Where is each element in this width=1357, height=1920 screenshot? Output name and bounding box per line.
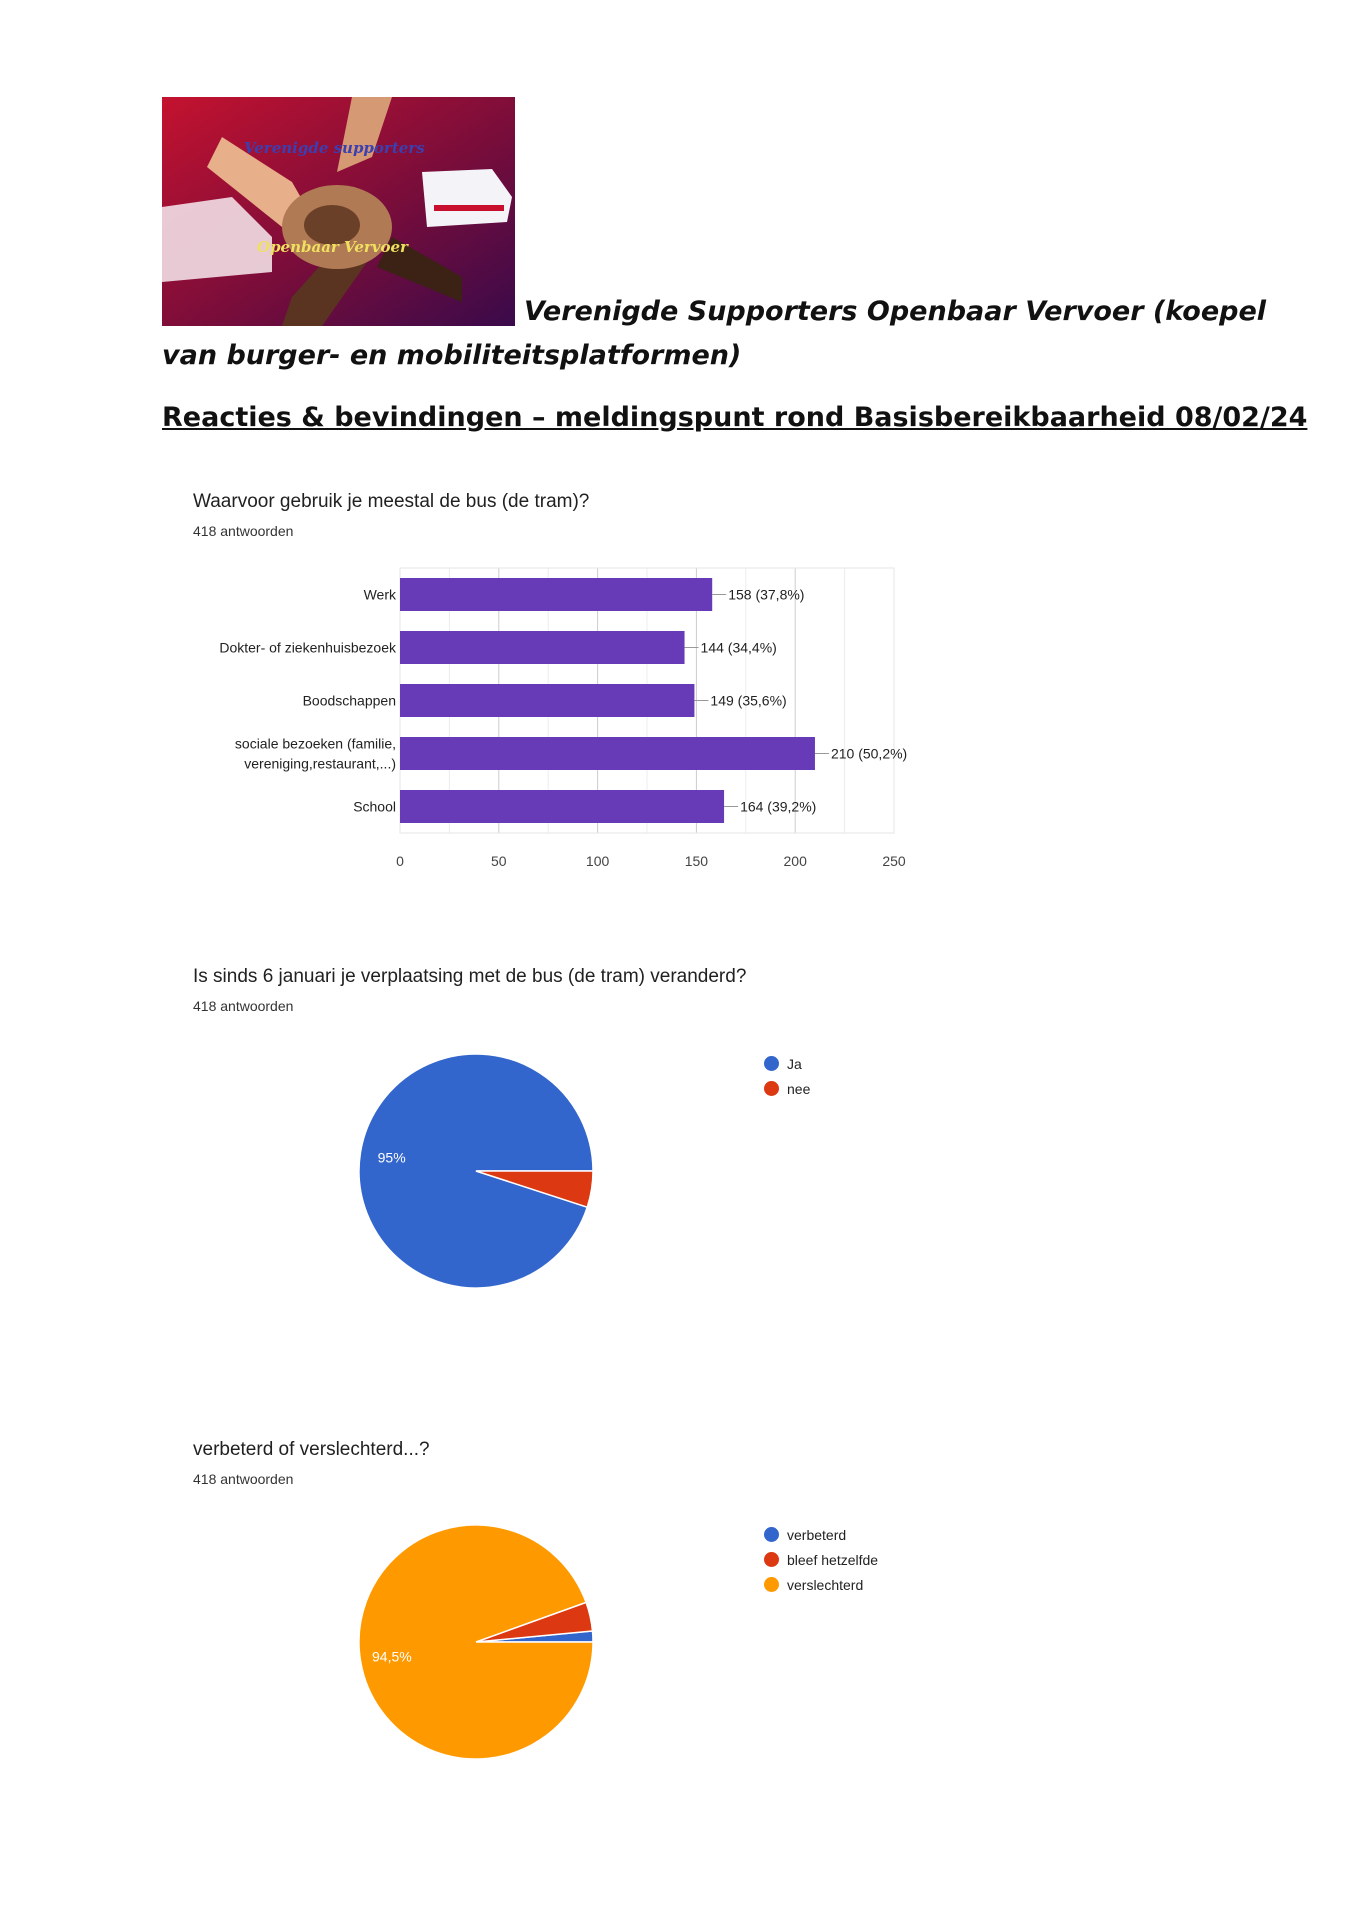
org-name-line2: van burger- en mobiliteitsplatformen): [162, 340, 742, 371]
logo: [162, 97, 515, 326]
chart3-subtitle: 418 antwoorden: [193, 1471, 294, 1487]
chart1-title: Waarvoor gebruik je meestal de bus (de tram)?: [193, 491, 590, 512]
x-tick-label: 50: [491, 853, 507, 869]
report-title: Reacties & bevindingen – meldingspunt rond Basisbereikbaarheid 08/02/24: [162, 402, 1308, 433]
legend-item: [764, 1076, 810, 1101]
bar: [400, 790, 724, 823]
bar-category-label: Werk: [363, 586, 396, 603]
bar-category-label: vereniging,restaurant,...): [244, 755, 396, 772]
x-tick-label: 250: [882, 853, 906, 869]
x-tick-label: 100: [585, 853, 610, 869]
legend-item: [764, 1572, 878, 1597]
legend-dot-icon: [764, 1056, 779, 1071]
legend-dot-icon: [764, 1527, 779, 1542]
x-tick-label: 150: [684, 853, 709, 869]
chart2-subtitle: 418 antwoorden: [193, 998, 294, 1014]
pie-slice: [359, 1525, 593, 1759]
bar: [400, 631, 685, 664]
legend-label: bleef hetzelfde: [787, 1551, 879, 1568]
chart3-title: verbeterd of verslechterd...?: [193, 1439, 430, 1460]
bar: [400, 737, 815, 770]
bar-category-label: School: [353, 798, 396, 815]
chart2-title: Is sinds 6 januari je verplaatsing met de bus (de tram) veranderd?: [193, 966, 747, 987]
pie-slice-label: 95%: [377, 1149, 406, 1166]
legend-label: verslechterd: [787, 1576, 864, 1593]
bar: [400, 578, 712, 611]
chart1-subtitle: 418 antwoorden: [193, 523, 294, 539]
legend-label: verbeterd: [787, 1526, 847, 1543]
legend-label: nee: [787, 1080, 811, 1097]
logo-image: [162, 97, 515, 326]
logo-bottom-text: Openbaar Vervoer: [257, 238, 408, 256]
bar-category-label: sociale bezoeken (familie,: [234, 735, 396, 752]
bar-chart: [180, 555, 1060, 875]
legend-item: [764, 1522, 878, 1547]
org-name-line1: Verenigde Supporters Openbaar Vervoer (koepel: [524, 296, 1267, 327]
legend-item: [764, 1051, 810, 1076]
x-tick-label: 0: [396, 853, 404, 869]
bar-data-label: 210 (50,2%): [830, 745, 908, 762]
legend-dot-icon: [764, 1081, 779, 1096]
legend-label: Ja: [787, 1055, 802, 1072]
pie-chart-better-worse-legend: [764, 1522, 878, 1597]
bar-data-label: 149 (35,6%): [710, 692, 787, 709]
logo-top-text: Verenigde supporters: [244, 139, 425, 157]
pie-chart-better-worse: [356, 1522, 596, 1762]
bar-category-label: Boodschappen: [302, 692, 396, 709]
legend-item: [764, 1547, 878, 1572]
bar-data-label: 158 (37,8%): [728, 586, 805, 603]
pie-chart-changed: [356, 1051, 596, 1291]
x-tick-label: 200: [783, 853, 807, 869]
bar-category-label: Dokter- of ziekenhuisbezoek: [219, 639, 396, 656]
legend-dot-icon: [764, 1552, 779, 1567]
pie-slice-label: 94,5%: [372, 1648, 412, 1665]
bar-data-label: 144 (34,4%): [700, 639, 777, 656]
pie-chart-changed-legend: [764, 1051, 810, 1101]
bar-data-label: 164 (39,2%): [740, 798, 817, 815]
bar: [400, 684, 694, 717]
legend-dot-icon: [764, 1577, 779, 1592]
